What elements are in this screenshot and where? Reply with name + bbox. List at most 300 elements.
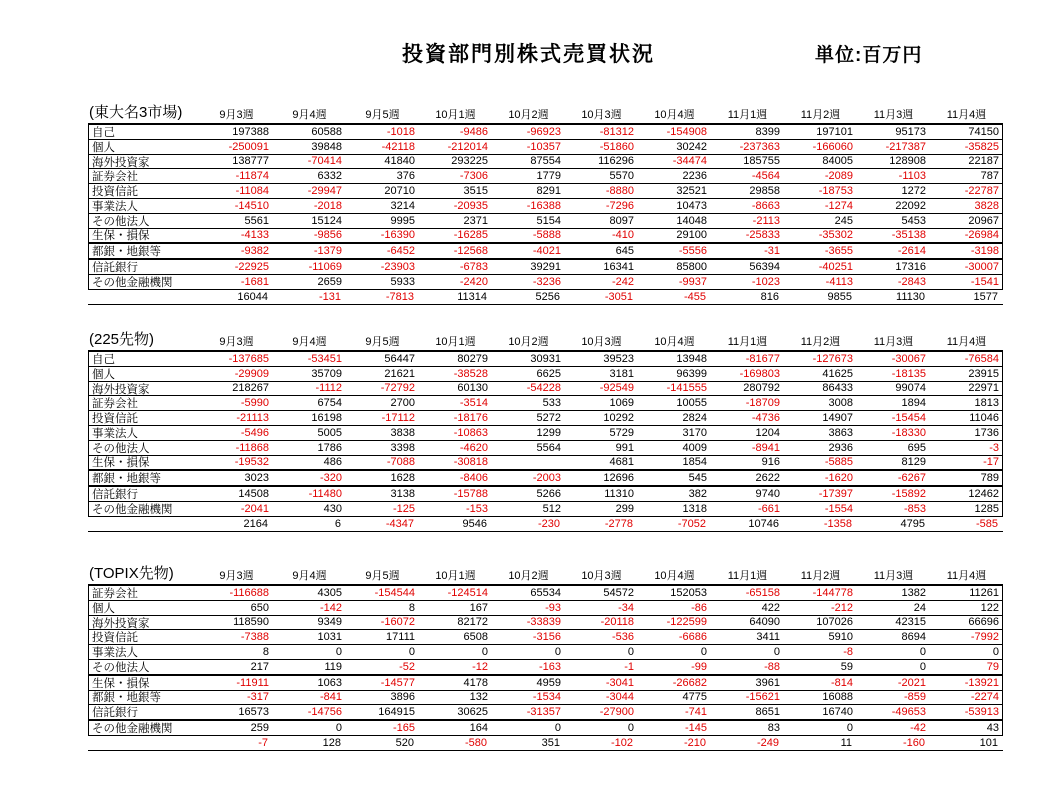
row-label: その他金融機関 bbox=[92, 503, 173, 516]
table-cell: -81677 bbox=[745, 352, 780, 365]
table-cell: -93 bbox=[545, 601, 561, 614]
total-cell: -1358 bbox=[823, 517, 852, 530]
table-cell: 8129 bbox=[901, 456, 926, 469]
table-cell: -3655 bbox=[824, 245, 853, 258]
table-cell: 8694 bbox=[901, 631, 926, 644]
table-cell: 293225 bbox=[451, 155, 488, 168]
table-cell: -20935 bbox=[453, 199, 488, 212]
total-cell: -455 bbox=[683, 290, 706, 303]
table-cell: 9740 bbox=[755, 488, 780, 501]
table-cell: 5561 bbox=[244, 214, 269, 227]
week-header: 10月4週 bbox=[654, 570, 695, 582]
table-cell: -212014 bbox=[447, 140, 488, 153]
table-cell: 185755 bbox=[743, 155, 780, 168]
table-cell: 5933 bbox=[390, 275, 415, 288]
table-cell: -49653 bbox=[891, 706, 926, 719]
table-cell: -853 bbox=[903, 502, 926, 515]
total-cell: 2164 bbox=[243, 517, 268, 530]
table-cell: -5556 bbox=[678, 245, 707, 258]
table-cell: 99074 bbox=[895, 382, 926, 395]
table-cell: 152053 bbox=[670, 586, 707, 599]
table-cell: 3961 bbox=[755, 676, 780, 689]
table-header-row bbox=[88, 331, 1003, 352]
table-cell: -30007 bbox=[964, 261, 999, 274]
week-header: 10月4週 bbox=[654, 336, 695, 348]
table-cell: -21113 bbox=[236, 412, 269, 425]
table-cell: -99 bbox=[691, 660, 707, 673]
table-cell: -9382 bbox=[240, 245, 269, 258]
total-cell: -230 bbox=[537, 517, 560, 530]
table-row bbox=[89, 630, 1002, 645]
table-cell: -9937 bbox=[678, 275, 707, 288]
table-cell: -317 bbox=[246, 691, 269, 704]
table-cell: 545 bbox=[688, 472, 707, 485]
table-cell: -7088 bbox=[386, 456, 415, 469]
table-cell: 4178 bbox=[463, 676, 488, 689]
table-cell: -410 bbox=[611, 229, 634, 242]
table-cell: -40251 bbox=[818, 261, 853, 274]
table-cell: -1620 bbox=[824, 472, 853, 485]
table-cell: -7296 bbox=[605, 199, 634, 212]
table-cell: 10292 bbox=[603, 412, 634, 425]
table-cell: -11868 bbox=[235, 441, 269, 454]
total-cell: 816 bbox=[760, 290, 779, 303]
table-cell: 24 bbox=[913, 601, 926, 614]
week-header: 11月4週 bbox=[946, 570, 987, 582]
table-cell: -34474 bbox=[672, 155, 707, 168]
table-cell: 22187 bbox=[968, 155, 999, 168]
week-header: 11月2週 bbox=[800, 336, 841, 348]
table-cell: -4113 bbox=[825, 275, 853, 288]
table-cell: 17316 bbox=[895, 261, 926, 274]
table-cell: 13948 bbox=[676, 352, 707, 365]
table-cell: -3156 bbox=[532, 631, 561, 644]
table-cell: 30242 bbox=[676, 140, 707, 153]
table-row bbox=[89, 691, 1002, 706]
table-cell: 16341 bbox=[603, 261, 634, 274]
total-cell: 1577 bbox=[973, 290, 998, 303]
week-header: 11月1週 bbox=[727, 570, 768, 582]
table-cell: 430 bbox=[323, 502, 342, 515]
row-label: 海外投資家 bbox=[92, 617, 150, 630]
table-cell: 164 bbox=[469, 722, 488, 735]
table-cell: 21621 bbox=[384, 367, 415, 380]
table-row bbox=[89, 382, 1002, 397]
table-cell: 22971 bbox=[968, 382, 999, 395]
table-cell: -536 bbox=[611, 631, 634, 644]
table-cell: 17111 bbox=[386, 631, 415, 644]
table-cell: -2614 bbox=[897, 245, 926, 258]
table-cell: -163 bbox=[538, 660, 561, 673]
table-cell: 1318 bbox=[682, 502, 707, 515]
table-row bbox=[89, 260, 1002, 275]
table-cell: 0 bbox=[627, 646, 634, 659]
table-cell: 197101 bbox=[816, 125, 853, 138]
total-cell: 351 bbox=[541, 736, 560, 749]
week-header: 11月1週 bbox=[727, 109, 768, 121]
table-row bbox=[89, 616, 1002, 631]
table-cell: 30625 bbox=[457, 706, 488, 719]
table-cell: 9349 bbox=[317, 616, 342, 629]
table-row bbox=[89, 125, 1002, 140]
table-cell: 65534 bbox=[530, 586, 561, 599]
table-row bbox=[89, 502, 1002, 517]
table-cell: 54572 bbox=[603, 586, 634, 599]
table-cell: -661 bbox=[757, 502, 780, 515]
table-cell: -5496 bbox=[240, 426, 269, 439]
table-cell: 23915 bbox=[968, 367, 999, 380]
table-cell: -18176 bbox=[453, 412, 488, 425]
table-cell: -2018 bbox=[313, 199, 342, 212]
table-cell: -250091 bbox=[228, 140, 269, 153]
table-cell: 422 bbox=[761, 601, 780, 614]
table-cell: -124514 bbox=[447, 586, 488, 599]
table-cell: 1069 bbox=[609, 397, 634, 410]
week-header: 10月2週 bbox=[508, 336, 549, 348]
week-header: 10月2週 bbox=[508, 109, 549, 121]
table-cell: -127673 bbox=[812, 352, 853, 365]
table-row bbox=[89, 244, 1002, 260]
row-label: 海外投資家 bbox=[92, 156, 150, 169]
table-cell: -1534 bbox=[532, 691, 561, 704]
table-row bbox=[89, 441, 1002, 456]
table-cell: -841 bbox=[319, 691, 342, 704]
table-cell: -30818 bbox=[453, 456, 488, 469]
table-cell: -141555 bbox=[666, 382, 707, 395]
table-cell: 382 bbox=[688, 488, 707, 501]
table-cell: 3838 bbox=[390, 426, 415, 439]
table-cell: 9995 bbox=[390, 214, 415, 227]
week-header: 9月4週 bbox=[292, 336, 327, 348]
table-row bbox=[89, 411, 1002, 426]
week-header: 9月5週 bbox=[365, 109, 400, 121]
week-header: 9月4週 bbox=[292, 570, 327, 582]
table-total-row bbox=[88, 290, 1003, 305]
table-cell: -142 bbox=[319, 601, 342, 614]
table-cell: -2420 bbox=[459, 275, 488, 288]
table-cell: -92549 bbox=[599, 382, 634, 395]
row-label: 事業法人 bbox=[92, 647, 138, 660]
table-cell: -8880 bbox=[605, 185, 634, 198]
table-row bbox=[89, 199, 1002, 214]
table-cell: 0 bbox=[554, 646, 561, 659]
table-cell: -8941 bbox=[751, 441, 780, 454]
row-label: 都銀・地銀等 bbox=[92, 246, 161, 259]
table-cell: 1854 bbox=[682, 456, 707, 469]
table-cell: -6686 bbox=[678, 631, 707, 644]
table-cell: -23903 bbox=[380, 261, 415, 274]
row-label: 個人 bbox=[92, 141, 115, 154]
table-cell: 132 bbox=[469, 691, 488, 704]
table-cell: 0 bbox=[408, 646, 415, 659]
table-cell: 376 bbox=[396, 170, 415, 183]
total-cell: -4347 bbox=[385, 517, 414, 530]
table-cell: -17112 bbox=[381, 412, 415, 425]
week-header: 9月3週 bbox=[219, 336, 254, 348]
table-cell: 95173 bbox=[895, 125, 926, 138]
table-cell: -2003 bbox=[532, 472, 561, 485]
week-header: 11月3週 bbox=[873, 109, 914, 121]
total-cell: -580 bbox=[464, 736, 487, 749]
row-label: 海外投資家 bbox=[92, 383, 150, 396]
table-cell: 39291 bbox=[530, 261, 561, 274]
week-header: 10月3週 bbox=[581, 570, 622, 582]
table-cell: 42315 bbox=[895, 616, 926, 629]
table-cell: 3896 bbox=[390, 691, 415, 704]
row-label: 生保・損保 bbox=[92, 677, 150, 690]
table-cell: 5154 bbox=[536, 214, 561, 227]
table-cell: -16390 bbox=[380, 229, 415, 242]
total-cell: 6 bbox=[334, 517, 341, 530]
table-cell: -6267 bbox=[897, 472, 926, 485]
table-cell: -26682 bbox=[672, 676, 707, 689]
table-cell: -1 bbox=[624, 660, 634, 673]
row-label: 投資信託 bbox=[92, 186, 138, 199]
table-cell: -212 bbox=[830, 601, 853, 614]
row-label: 証券会社 bbox=[92, 587, 138, 600]
table-cell: -144778 bbox=[812, 586, 853, 599]
table-cell: -3 bbox=[989, 441, 999, 454]
table-cell: -42118 bbox=[381, 140, 415, 153]
table-cell: 82172 bbox=[457, 616, 488, 629]
total-cell: 11130 bbox=[896, 290, 925, 303]
total-cell: 4795 bbox=[900, 517, 925, 530]
week-header: 11月3週 bbox=[873, 336, 914, 348]
table-cell: -116688 bbox=[229, 586, 269, 599]
table-cell: 916 bbox=[761, 456, 780, 469]
table-cell: 16740 bbox=[822, 706, 853, 719]
table-cell: 0 bbox=[846, 722, 853, 735]
table-cell: 6754 bbox=[317, 397, 342, 410]
table-cell: 14907 bbox=[822, 412, 853, 425]
table-cell: 0 bbox=[919, 646, 926, 659]
table-cell: -29947 bbox=[307, 185, 342, 198]
table-cell: 197388 bbox=[232, 125, 269, 138]
table-cell: -31357 bbox=[526, 706, 561, 719]
table-cell: 3023 bbox=[244, 472, 269, 485]
table-row bbox=[89, 601, 1002, 616]
table-cell: 64090 bbox=[749, 616, 780, 629]
table-cell: -13921 bbox=[964, 676, 999, 689]
table-cell: 0 bbox=[992, 646, 999, 659]
total-cell: 11314 bbox=[457, 290, 487, 303]
total-cell: -585 bbox=[975, 517, 998, 530]
row-label: 事業法人 bbox=[92, 427, 138, 440]
table-cell: 3398 bbox=[390, 441, 415, 454]
row-label: 信託銀行 bbox=[92, 489, 138, 502]
table-cell: 84005 bbox=[822, 155, 853, 168]
row-label: その他法人 bbox=[92, 215, 150, 228]
table-topix-futures bbox=[88, 565, 1003, 751]
table-cell: 74150 bbox=[968, 125, 999, 138]
table-row bbox=[89, 586, 1002, 601]
table-cell: 4959 bbox=[536, 676, 561, 689]
table-cell: -1018 bbox=[386, 125, 415, 138]
table-row bbox=[89, 140, 1002, 155]
row-label: その他金融機関 bbox=[92, 276, 173, 289]
table-cell: -15892 bbox=[891, 488, 926, 501]
table-cell: 0 bbox=[627, 722, 634, 735]
table-cell: 789 bbox=[980, 472, 999, 485]
table-cell: 1382 bbox=[901, 586, 926, 599]
table-cell: -15454 bbox=[891, 412, 926, 425]
table-body bbox=[88, 586, 1003, 736]
total-cell: -160 bbox=[902, 736, 925, 749]
week-header: 11月1週 bbox=[727, 336, 768, 348]
table-cell: -122599 bbox=[666, 616, 707, 629]
table-cell: -2274 bbox=[970, 691, 999, 704]
table-cell: -5990 bbox=[240, 397, 269, 410]
table-cell: 0 bbox=[481, 646, 488, 659]
table-cell: 259 bbox=[250, 722, 269, 735]
week-header: 10月1週 bbox=[435, 336, 476, 348]
table-cell: -11084 bbox=[235, 185, 269, 198]
table-cell: 39848 bbox=[311, 140, 342, 153]
row-label: 信託銀行 bbox=[92, 262, 138, 275]
table-cell: -12 bbox=[472, 660, 488, 673]
table-cell: -22787 bbox=[964, 185, 999, 198]
table-cell: -86 bbox=[691, 601, 707, 614]
table-row bbox=[89, 645, 1002, 660]
table-cell: 1779 bbox=[536, 170, 561, 183]
table-cell: -11480 bbox=[308, 488, 342, 501]
row-label: 個人 bbox=[92, 368, 115, 381]
table-cell: -242 bbox=[611, 275, 634, 288]
table-cell: -125 bbox=[392, 502, 415, 515]
table-cell: 122 bbox=[980, 601, 999, 614]
table-cell: 3515 bbox=[463, 185, 488, 198]
section-label: (東大名3市場) bbox=[89, 104, 183, 121]
table-cell: -2843 bbox=[897, 275, 926, 288]
table-cell: -1681 bbox=[240, 275, 269, 288]
table-cell: 118590 bbox=[233, 616, 269, 629]
table-cell: -76584 bbox=[964, 352, 999, 365]
table-cell: -169803 bbox=[739, 367, 780, 380]
total-cell: 11 bbox=[840, 736, 852, 749]
table-cell: -34 bbox=[618, 601, 634, 614]
table-cell: 2824 bbox=[682, 412, 707, 425]
table-cell: -42 bbox=[910, 722, 926, 735]
table-cell: -8663 bbox=[751, 199, 780, 212]
table-cell: 3863 bbox=[828, 426, 853, 439]
row-label: 投資信託 bbox=[92, 413, 138, 426]
table-cell: -18135 bbox=[891, 367, 926, 380]
table-cell: -20118 bbox=[600, 616, 634, 629]
total-cell: -7813 bbox=[385, 290, 414, 303]
table-row bbox=[89, 155, 1002, 170]
section-label: (TOPIX先物) bbox=[89, 565, 174, 582]
table-cell: 1894 bbox=[901, 397, 926, 410]
table-cell: -165 bbox=[392, 722, 415, 735]
total-cell: -102 bbox=[610, 736, 633, 749]
table-cell: -1112 bbox=[315, 382, 342, 395]
table-cell: 2936 bbox=[828, 441, 853, 454]
row-label: 信託銀行 bbox=[92, 707, 138, 720]
table-cell: -137685 bbox=[228, 352, 269, 365]
week-header: 10月4週 bbox=[654, 109, 695, 121]
total-cell: 16044 bbox=[237, 290, 268, 303]
table-cell: 56447 bbox=[384, 352, 415, 365]
table-cell: -8406 bbox=[459, 472, 488, 485]
row-label: 個人 bbox=[92, 602, 115, 615]
table-row bbox=[89, 426, 1002, 441]
table-cell: 8 bbox=[262, 646, 269, 659]
table-cell: -3041 bbox=[605, 676, 634, 689]
table-cell: 4305 bbox=[317, 586, 342, 599]
table-cell: 8 bbox=[408, 601, 415, 614]
table-cell: -53451 bbox=[307, 352, 342, 365]
week-header: 9月5週 bbox=[365, 570, 400, 582]
table-cell: -741 bbox=[684, 706, 707, 719]
table-cell: 3181 bbox=[609, 367, 634, 380]
total-cell: 101 bbox=[979, 736, 998, 749]
row-label: その他法人 bbox=[92, 661, 150, 674]
table-cell: 1204 bbox=[755, 426, 780, 439]
table-cell: -814 bbox=[830, 676, 853, 689]
table-cell: 5729 bbox=[609, 426, 634, 439]
table-cell: 0 bbox=[700, 646, 707, 659]
row-label: 生保・損保 bbox=[92, 457, 150, 470]
total-cell: -131 bbox=[318, 290, 341, 303]
table-row bbox=[89, 169, 1002, 184]
table-cell: 16573 bbox=[238, 706, 269, 719]
total-cell: -3051 bbox=[604, 290, 633, 303]
table-cell: 30931 bbox=[530, 352, 561, 365]
table-cell: 787 bbox=[980, 170, 999, 183]
table-cell: -11911 bbox=[236, 676, 269, 689]
table-cell: -8 bbox=[843, 646, 853, 659]
table-cell: 16088 bbox=[822, 691, 853, 704]
table-cell: -3044 bbox=[605, 691, 634, 704]
table-cell: -88 bbox=[764, 660, 780, 673]
week-header: 11月4週 bbox=[946, 336, 987, 348]
table-cell: 533 bbox=[542, 397, 561, 410]
row-label: 都銀・地銀等 bbox=[92, 692, 161, 705]
table-cell: 8097 bbox=[609, 214, 634, 227]
total-cell: 10746 bbox=[748, 517, 779, 530]
table-cell: 217 bbox=[250, 660, 269, 673]
total-cell: 5256 bbox=[535, 290, 560, 303]
table-cell: -6783 bbox=[459, 261, 488, 274]
total-cell: -249 bbox=[756, 736, 779, 749]
row-label: 証券会社 bbox=[92, 171, 138, 184]
week-header: 10月3週 bbox=[581, 336, 622, 348]
row-label: 事業法人 bbox=[92, 200, 138, 213]
table-cell: -1023 bbox=[751, 275, 780, 288]
table-nikkei225-futures bbox=[88, 331, 1003, 532]
table-cell: -9856 bbox=[313, 229, 342, 242]
table-cell: -7388 bbox=[240, 631, 269, 644]
table-cell: -4620 bbox=[459, 441, 488, 454]
table-cell: -2113 bbox=[752, 214, 780, 227]
table-cell: -10863 bbox=[453, 426, 488, 439]
week-header: 11月2週 bbox=[800, 570, 841, 582]
table-cell: -1274 bbox=[824, 199, 853, 212]
table-cell: 29858 bbox=[749, 185, 780, 198]
table-cell: 991 bbox=[615, 441, 634, 454]
table-cell: 1813 bbox=[974, 397, 999, 410]
table-cell: 5266 bbox=[536, 488, 561, 501]
row-label: 証券会社 bbox=[92, 398, 138, 411]
table-cell: -15788 bbox=[453, 488, 488, 501]
table-cell: -166060 bbox=[812, 140, 853, 153]
table-cell: 3138 bbox=[390, 488, 415, 501]
table-cell: 695 bbox=[907, 441, 926, 454]
table-cell: 245 bbox=[834, 214, 853, 227]
week-header: 10月1週 bbox=[435, 570, 476, 582]
week-header: 9月4週 bbox=[292, 109, 327, 121]
table-cell: -237363 bbox=[739, 140, 780, 153]
